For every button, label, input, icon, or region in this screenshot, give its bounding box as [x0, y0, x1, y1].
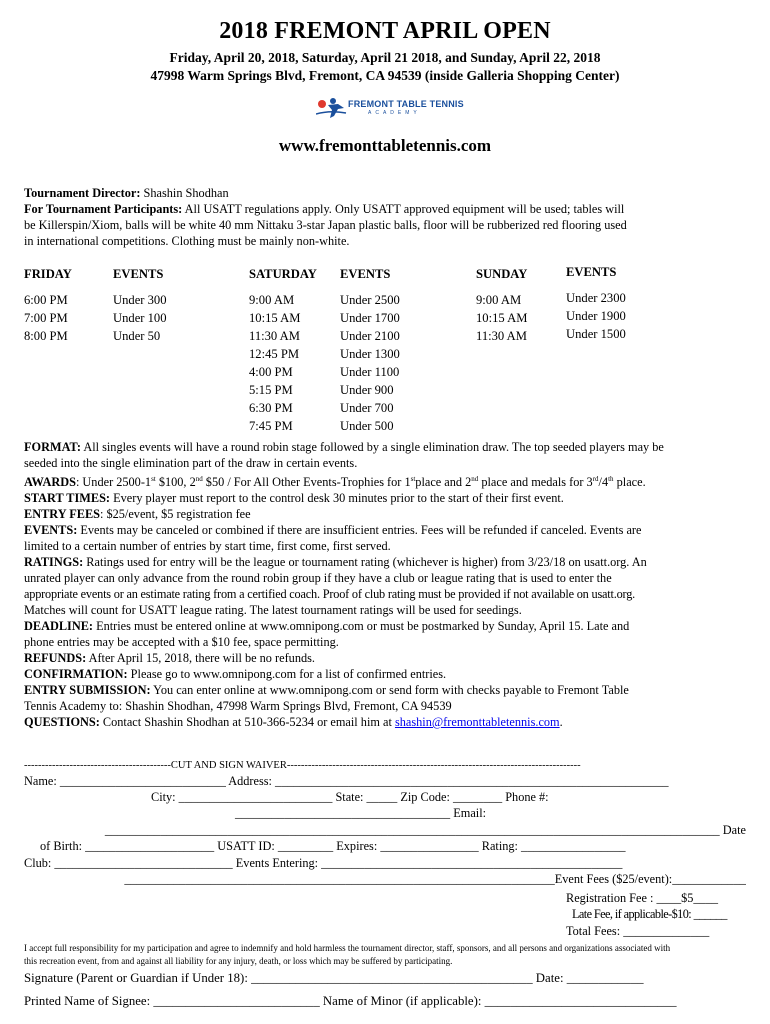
event-item: Under 2300 [566, 291, 626, 305]
ratings-text: unrated player can only advance from the round robin group if they have a club or league rating that is used to enter the [24, 571, 612, 586]
awards-text: place and medals for 3 [478, 475, 593, 490]
event-item: Under 300 [113, 293, 167, 307]
time-slot: 10:15 AM [249, 311, 301, 325]
logo-text: FREMONT TABLE TENNIS [348, 99, 464, 109]
time-slot: 5:15 PM [249, 383, 293, 397]
questions-text: Contact Shashin Shodhan at 510-366-5234 or email him at [99, 715, 395, 730]
rules-section [24, 439, 746, 730]
saturday-times-column [249, 265, 317, 435]
time-slot: 8:00 PM [24, 329, 68, 343]
awards-label: AWARDS [24, 475, 76, 490]
events-header: EVENTS [340, 267, 391, 281]
deadline-label: DEADLINE: [24, 619, 94, 634]
format-text: All singles events will have a round robin stage followed by a single elimination draw. The top seeded players may be [80, 440, 664, 454]
questions-text: . [559, 715, 563, 730]
event-item: Under 1700 [340, 311, 400, 325]
event-dates: Friday, April 20, 2018, Saturday, April 21 2018, and Sunday, April 22, 2018 [169, 50, 601, 65]
refunds-label: REFUNDS: [24, 651, 87, 666]
entry-submission-label: ENTRY SUBMISSION: [24, 683, 151, 698]
events-text: Events may be canceled or combined if there are insufficient entries. Fees will be refunded if canceled. Events are [77, 523, 642, 538]
ordinal-suffix: nd [195, 475, 203, 483]
saturday-events-column [340, 265, 400, 435]
time-slot: 6:00 PM [24, 293, 68, 307]
deadline-text: phone entries may be accepted with a $10 fee, space permitting. [24, 635, 339, 650]
start-times-text: Every player must report to the control desk 30 minutes prior to the start of their first event. [110, 491, 564, 506]
cut-and-sign-divider: ------------------------------------------CUT AND SIGN WAIVER------------------------------------------------------------------------------------ [24, 760, 581, 771]
sunday-events-column [566, 263, 626, 343]
awards-text: : Under 2500-1 [75, 475, 152, 490]
entry-submission-text: You can enter online at www.omnipong.com or send form with checks payable to Fremont Table [150, 683, 629, 698]
format-text: seeded into the single elimination part of the draw in certain events. [24, 456, 358, 470]
ratings-label: RATINGS: [24, 555, 84, 570]
awards-text: $50 / For All Other Events-Trophies for 1 [202, 475, 411, 490]
ratings-text: Matches will count for USATT league rating. The latest tournament ratings will be used for seedings. [24, 603, 522, 618]
ordinal-suffix: rd [592, 475, 599, 483]
dob-usatt-rating-line[interactable]: of Birth: _____________________ USATT ID: _________ Expires: ________________ Rating: _________________ [40, 839, 626, 853]
time-slot: 7:00 PM [24, 311, 68, 325]
ordinal-suffix: st [410, 475, 416, 483]
confirmation-label: CONFIRMATION: [24, 667, 128, 682]
participants-text: in international competitions. Clothing must be mainly non-white. [24, 234, 350, 248]
participants-label: For Tournament Participants: [24, 202, 183, 216]
waiver-line: I accept full responsibility for my participation and agree to indemnify and hold harmless the tournament director, staff, sponsors, and all persons and organizations associated with [24, 943, 671, 953]
time-slot: 12:45 PM [249, 347, 300, 361]
friday-header: FRIDAY [24, 267, 72, 281]
registration-fee-line[interactable]: Registration Fee : ____$5____ [566, 891, 718, 905]
awards-text: place. [613, 475, 646, 490]
deadline-text: Entries must be entered online at www.omnipong.com or must be postmarked by Sunday, April 15. Late and [93, 619, 630, 634]
director-value: Shashin Shodhan [140, 186, 229, 200]
sunday-times-column [476, 265, 527, 345]
event-fees-line[interactable]: ______________________________________________________________________Event Fees ($25/event):____________ [124, 872, 746, 886]
time-slot: 11:30 AM [476, 329, 527, 343]
events-text: limited to a certain number of entries by start time, first come, first served. [24, 539, 391, 554]
time-slot: 7:45 PM [249, 419, 293, 433]
city-state-zip-phone-line[interactable]: City: _________________________ State: _____ Zip Code: ________ Phone #: [151, 790, 549, 804]
events-header: EVENTS [566, 265, 617, 279]
event-item: Under 2100 [340, 329, 400, 343]
contact-email-link[interactable]: shashin@fremonttabletennis.com [394, 715, 560, 730]
time-slot: 6:30 PM [249, 401, 293, 415]
event-item: Under 1500 [566, 327, 626, 341]
event-item: Under 100 [113, 311, 167, 325]
logo-subtext: ACADEMY [368, 110, 421, 116]
event-item: Under 500 [340, 419, 394, 433]
time-slot: 9:00 AM [476, 293, 522, 307]
entry-submission-text: Tennis Academy to: Shashin Shodhan, 47998 Warm Springs Blvd, Fremont, CA 94539 [24, 699, 452, 714]
events-label: EVENTS: [24, 523, 78, 538]
participants-text: All USATT regulations apply. Only USATT approved equipment will be used; tables will [182, 202, 625, 216]
start-times-label: START TIMES: [24, 491, 111, 506]
time-slot: 9:00 AM [249, 293, 295, 307]
awards-text: place and 2 [415, 475, 472, 490]
waiver-line: this recreation event, from and against all liability for any injury, death, or loss which may be suffered by participating. [24, 956, 453, 966]
format-label: FORMAT: [24, 440, 81, 454]
events-header: EVENTS [113, 267, 164, 281]
time-slot: 11:30 AM [249, 329, 300, 343]
intro-section [24, 185, 746, 249]
questions-label: QUESTIONS: [24, 715, 100, 730]
event-item: Under 700 [340, 401, 394, 415]
academy-logo [316, 96, 464, 122]
table-tennis-player-icon [316, 96, 348, 122]
date-line[interactable]: ____________________________________________________________________________________________________ Date [104, 823, 746, 837]
page-title: 2018 FREMONT APRIL OPEN [219, 18, 551, 44]
event-item: Under 1300 [340, 347, 400, 361]
ordinal-suffix: nd [471, 475, 479, 483]
website-url[interactable]: www.fremonttabletennis.com [278, 136, 492, 155]
participants-text: be Killerspin/Xiom, balls will be white 40 mm Nittaku 3-star Japan plastic balls, floor will be rubberized red flooring used [24, 218, 627, 232]
waiver-text [24, 942, 746, 968]
event-address: 47998 Warm Springs Blvd, Fremont, CA 94539 (inside Galleria Shopping Center) [150, 68, 620, 83]
entry-fees-text: : $25/event, $5 registration fee [100, 507, 251, 522]
event-item: Under 50 [113, 329, 161, 343]
signature-line[interactable]: Signature (Parent or Guardian if Under 18): ____________________________________________ Date: ____________ [24, 971, 644, 985]
friday-times-column [24, 265, 72, 345]
friday-events-column [113, 265, 167, 345]
confirmation-text: Please go to www.omnipong.com for a list of confirmed entries. [127, 667, 447, 682]
saturday-header: SATURDAY [249, 267, 317, 281]
total-fees-line[interactable]: Total Fees: ______________ [566, 924, 710, 938]
event-item: Under 900 [340, 383, 394, 397]
awards-line [24, 471, 746, 490]
ratings-text: Ratings used for entry will be the league or tournament rating (whichever is higher) from 3/23/18 on usatt.org. An [83, 555, 647, 570]
time-slot: 4:00 PM [249, 365, 293, 379]
refunds-text: After April 15, 2018, there will be no refunds. [86, 651, 315, 666]
printed-name-line[interactable]: Printed Name of Signee: __________________________ Name of Minor (if applicable): ______________________________ [24, 994, 677, 1008]
email-line[interactable]: ___________________________________ Email: [235, 806, 487, 820]
entry-fees-label: ENTRY FEES [24, 507, 100, 522]
event-item: Under 1900 [566, 309, 626, 323]
awards-text: $100, 2 [155, 475, 196, 490]
awards-text: /4 [598, 475, 609, 490]
ordinal-suffix: th [608, 475, 614, 483]
sunday-header: SUNDAY [476, 267, 528, 281]
name-address-line[interactable]: Name: ___________________________ Address: ________________________________________________________________ [24, 774, 669, 788]
club-events-line[interactable]: Club: _____________________________ Events Entering: _________________________________________________ [24, 856, 623, 870]
event-item: Under 2500 [340, 293, 400, 307]
time-slot: 10:15 AM [476, 311, 528, 325]
late-fee-line[interactable]: Late Fee, if applicable-$10: ______ [572, 907, 727, 921]
director-label: Tournament Director: [24, 186, 141, 200]
event-item: Under 1100 [340, 365, 400, 379]
ordinal-suffix: st [151, 475, 156, 483]
ratings-text: appropriate events or an estimate rating from a certified coach. Proof of club rating must be provided if not available on usatt.org. [24, 587, 636, 602]
